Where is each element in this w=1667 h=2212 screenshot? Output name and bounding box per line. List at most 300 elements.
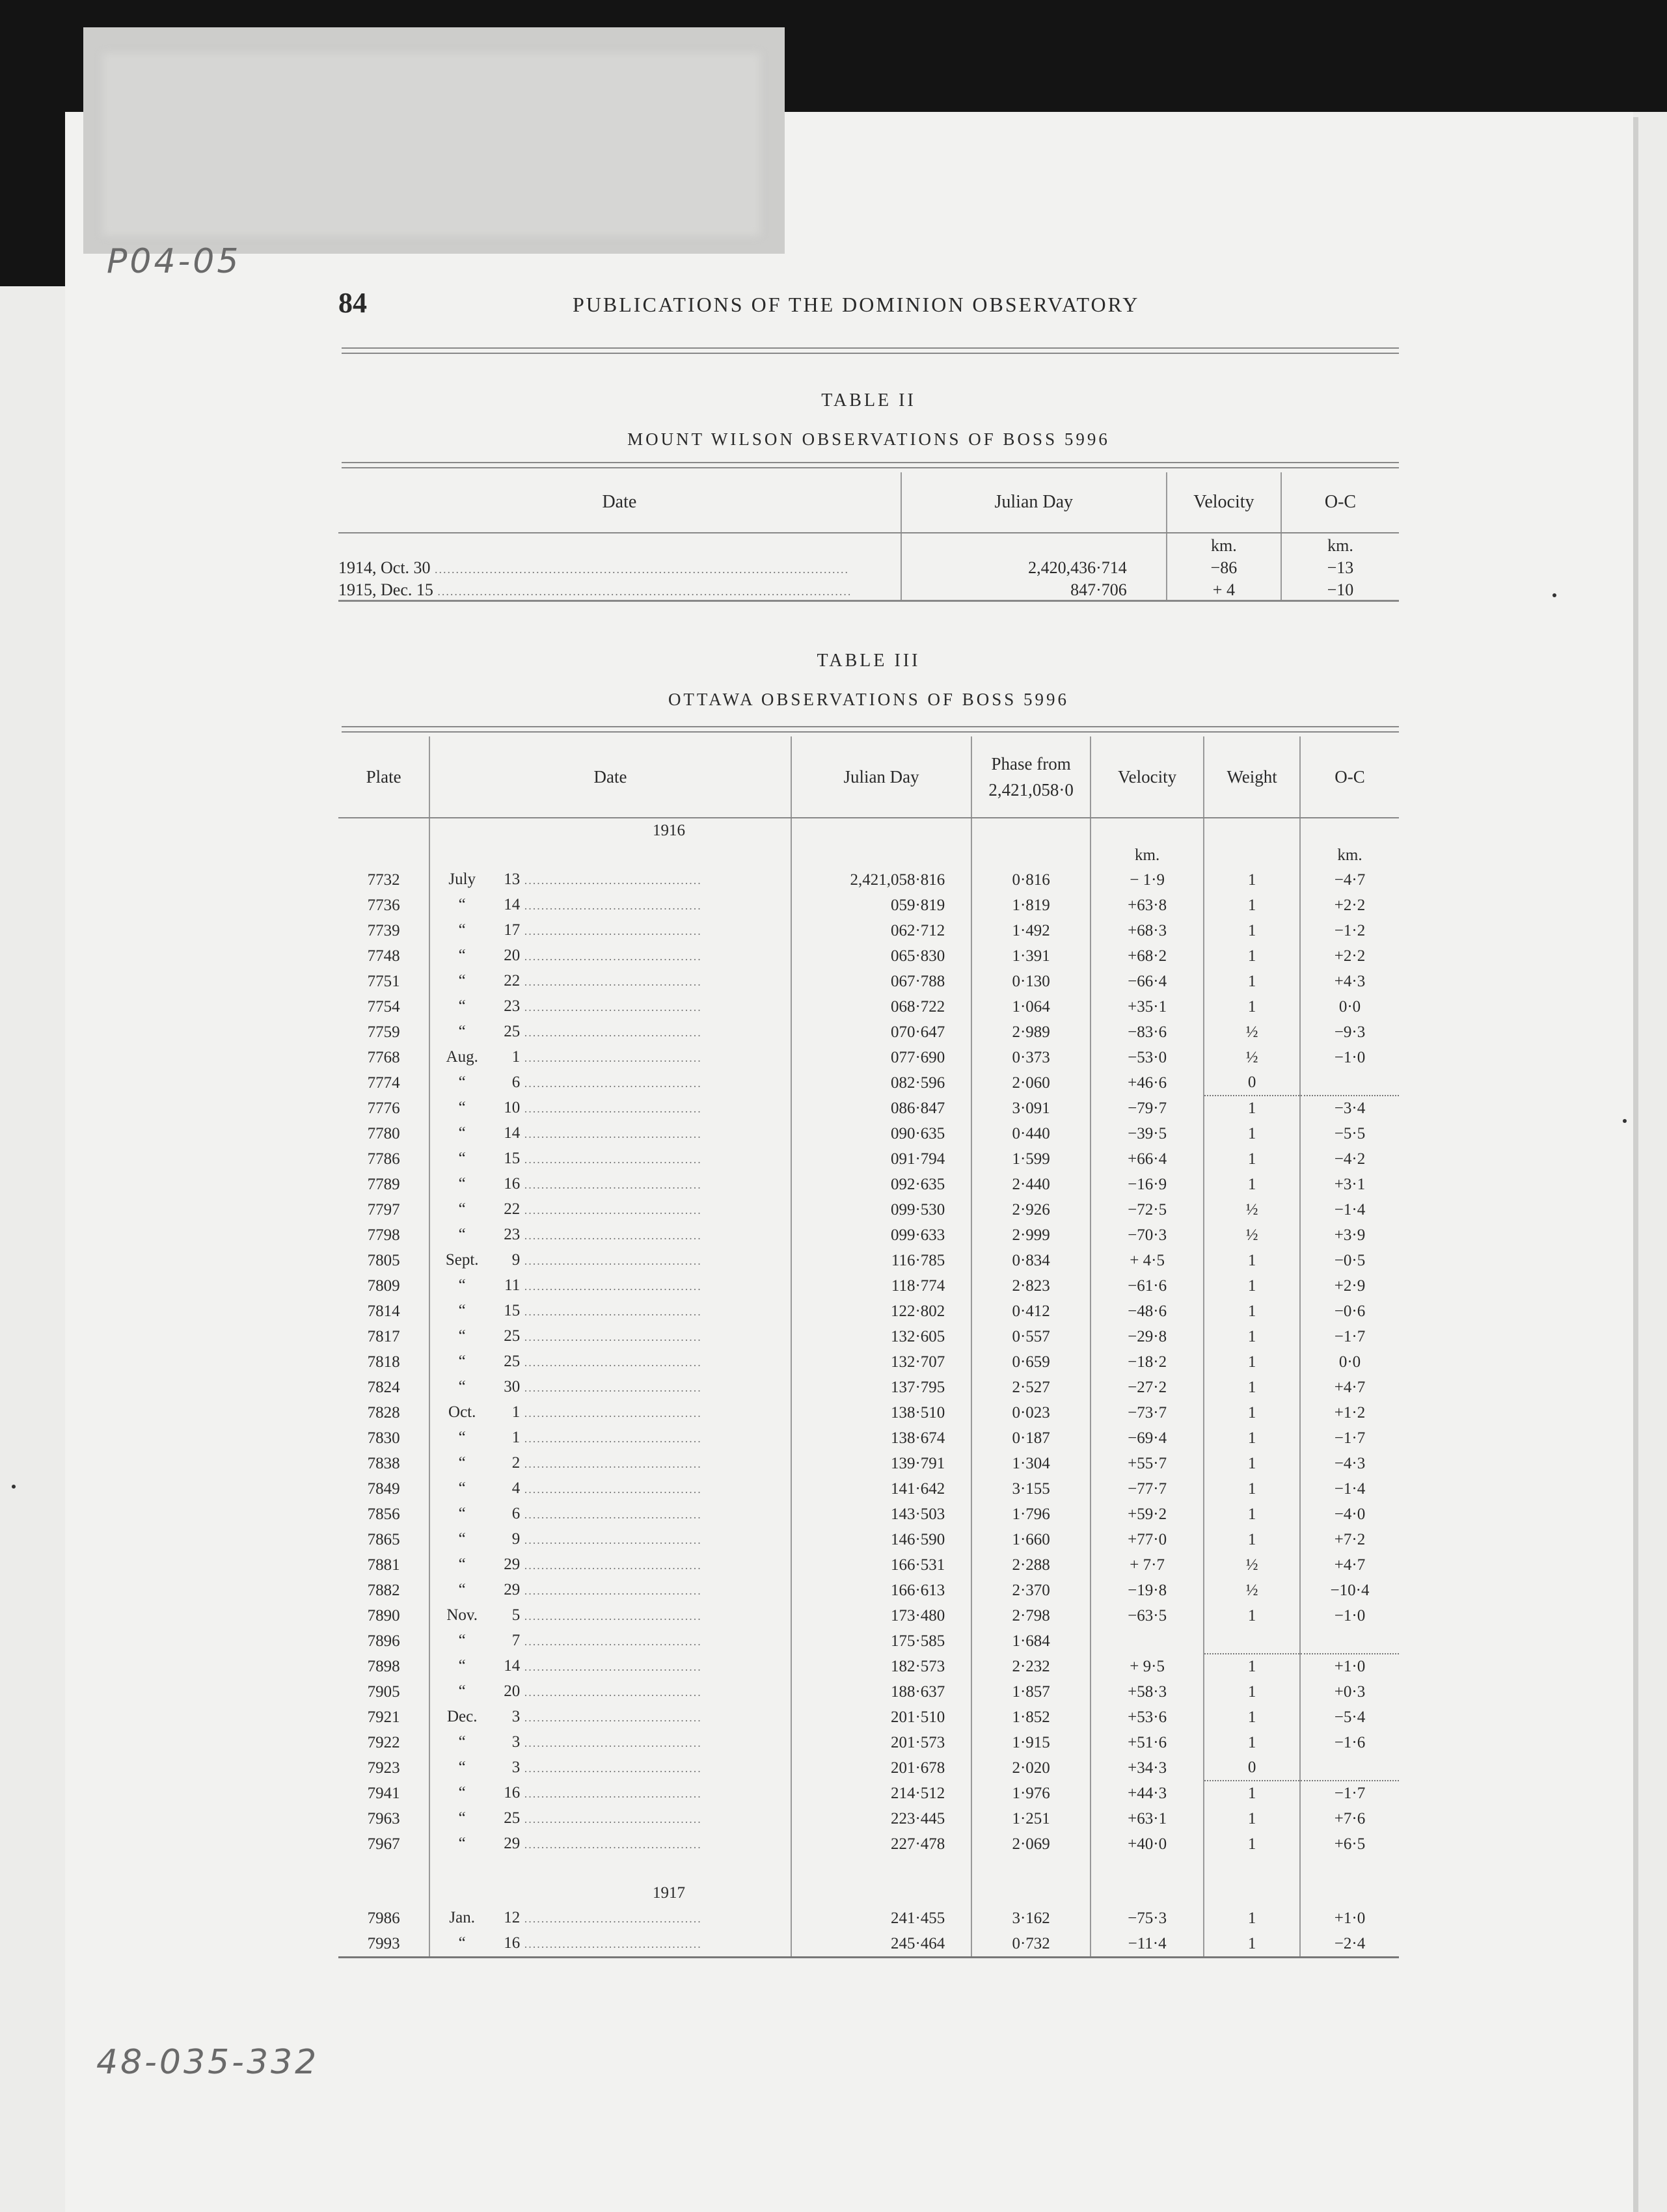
table-row: [338, 1197, 1399, 1222]
t3-weight: 1: [1204, 1400, 1300, 1425]
table-row: [338, 1222, 1399, 1248]
t3-julian-day: 223·445: [791, 1806, 971, 1831]
t3-date-day: 30: [504, 1377, 521, 1396]
t3-oc: −1·4: [1300, 1476, 1399, 1502]
t3-date: [429, 1552, 791, 1578]
t3-weight: ½: [1204, 1552, 1300, 1578]
t3-header-weight: Weight: [1204, 736, 1300, 818]
t3-julian-day: 099·633: [791, 1222, 971, 1248]
t3-velocity: −18·2: [1091, 1349, 1204, 1375]
t3-plate: 7805: [367, 1251, 400, 1269]
t3-phase: 1·492: [971, 918, 1091, 943]
t3-velocity: −11·4: [1091, 1931, 1204, 1958]
t3-phase: 2·020: [971, 1755, 1091, 1781]
t3-date: [429, 1299, 791, 1324]
t3-weight: 1: [1204, 867, 1300, 893]
t3-velocity: −27·2: [1091, 1375, 1204, 1400]
t3-oc: −0·5: [1300, 1248, 1399, 1273]
t3-date-month: Jan.: [449, 1908, 475, 1926]
t3-oc: [1300, 1070, 1399, 1096]
table2-top-rule: [342, 462, 1399, 463]
t3-date: [429, 893, 791, 918]
t3-weight: 1: [1204, 1705, 1300, 1730]
t3-julian-day: 201·573: [791, 1730, 971, 1755]
t3-date-day: 1: [511, 1403, 521, 1421]
t3-date-day: 15: [504, 1301, 521, 1319]
t3-velocity: −19·8: [1091, 1578, 1204, 1603]
page-edge: [1633, 117, 1638, 2212]
t3-phase: 0·130: [971, 969, 1091, 994]
t3-plate: 7882: [367, 1581, 400, 1599]
t3-phase: 0·659: [971, 1349, 1091, 1375]
t3-date-month: Oct.: [448, 1403, 476, 1421]
t3-julian-day: 175·585: [791, 1628, 971, 1654]
t3-julian-day: 065·830: [791, 943, 971, 969]
leader-dots: ..........................................: [520, 1381, 702, 1394]
t3-date-day: 3: [511, 1707, 521, 1725]
t3-date: [429, 1906, 791, 1931]
t3-velocity: −73·7: [1091, 1400, 1204, 1425]
table-row: [338, 1451, 1399, 1476]
t2-date: 1914, Oct. 30: [338, 558, 431, 577]
t3-date: [429, 1197, 791, 1222]
t3-julian-day: 116·785: [791, 1248, 971, 1273]
t3-date: [429, 1019, 791, 1045]
leader-dots: ..........................................: [520, 1304, 702, 1318]
t3-oc: −1·7: [1300, 1425, 1399, 1451]
t3-velocity: +53·6: [1091, 1705, 1204, 1730]
t3-weight: ½: [1204, 1197, 1300, 1222]
table-row: [338, 1628, 1399, 1654]
t3-oc: +0·3: [1300, 1679, 1399, 1705]
t3-header-julian-day: Julian Day: [791, 736, 971, 818]
t3-oc: −2·4: [1300, 1931, 1399, 1958]
t3-year-1916: 1916: [429, 818, 791, 843]
leader-dots: ..........................................: [520, 1761, 702, 1775]
t3-phase: 2·989: [971, 1019, 1091, 1045]
t3-date-day: 25: [504, 1809, 521, 1827]
t3-velocity: −77·7: [1091, 1476, 1204, 1502]
t3-header-phase: [971, 736, 1091, 818]
leader-dots: ..........................................: [520, 1710, 702, 1724]
t3-plate: 7774: [367, 1073, 400, 1092]
t3-phase: 1·684: [971, 1628, 1091, 1654]
t3-plate: 7818: [367, 1353, 400, 1371]
table2: [338, 472, 1399, 602]
t3-plate: 7905: [367, 1682, 400, 1701]
t3-plate: 7865: [367, 1530, 400, 1548]
t3-velocity: −79·7: [1091, 1096, 1204, 1121]
leader-dots: ..........................................: [520, 1000, 702, 1014]
t3-weight: 1: [1204, 1324, 1300, 1349]
leader-dots: ..........................................: [520, 1937, 702, 1950]
t3-oc: −4·3: [1300, 1451, 1399, 1476]
t3-julian-day: 138·510: [791, 1400, 971, 1425]
t3-date-month: “: [458, 997, 466, 1015]
t3-phase: 0·412: [971, 1299, 1091, 1324]
t3-date: [429, 1425, 791, 1451]
t3-date-day: 16: [504, 1934, 521, 1952]
t3-plate: 7798: [367, 1226, 400, 1244]
t3-date: [429, 1273, 791, 1299]
t3-header-plate: Plate: [338, 736, 429, 818]
t3-date: [429, 1349, 791, 1375]
t3-date-month: “: [458, 1124, 466, 1142]
t3-julian-day: 166·613: [791, 1578, 971, 1603]
t3-julian-day: 227·478: [791, 1831, 971, 1857]
t3-velocity: + 9·5: [1091, 1654, 1204, 1679]
t3-velocity: + 4·5: [1091, 1248, 1204, 1273]
t2-velocity: −86: [1167, 556, 1281, 578]
t3-date: [429, 943, 791, 969]
leader-dots: ..........................................: [520, 1076, 702, 1090]
table-row: [338, 1324, 1399, 1349]
t3-plate: 7963: [367, 1809, 400, 1828]
t3-oc: +2·2: [1300, 943, 1399, 969]
t3-date: [429, 1578, 791, 1603]
table-row: [338, 1299, 1399, 1324]
t3-phase: 1·391: [971, 943, 1091, 969]
leader-dots: ..........................................: [520, 924, 702, 937]
t3-weight: ½: [1204, 1019, 1300, 1045]
leader-dots: ..........................................: [520, 1660, 702, 1673]
t3-phase: 2·288: [971, 1552, 1091, 1578]
t3-oc: −4·0: [1300, 1502, 1399, 1527]
table2-top-rule-2: [342, 467, 1399, 468]
t3-oc: +3·9: [1300, 1222, 1399, 1248]
t3-velocity: −83·6: [1091, 1019, 1204, 1045]
table-row: [338, 1552, 1399, 1578]
t3-phase: 1·857: [971, 1679, 1091, 1705]
t3-weight: 1: [1204, 1654, 1300, 1679]
t3-weight: 1: [1204, 943, 1300, 969]
t3-weight: 1: [1204, 1476, 1300, 1502]
table-row: [338, 1096, 1399, 1121]
t2-unit-velocity: km.: [1167, 533, 1281, 556]
table3-top-rule: [342, 726, 1399, 727]
t3-date-day: 23: [504, 997, 521, 1015]
header-rule-2: [342, 353, 1399, 354]
t3-year-1917: 1917: [429, 1881, 791, 1905]
t3-velocity: +51·6: [1091, 1730, 1204, 1755]
t3-date-day: 1: [511, 1428, 521, 1446]
t3-weight: 1: [1204, 1806, 1300, 1831]
t3-phase: 1·599: [971, 1146, 1091, 1172]
t3-julian-day: 166·531: [791, 1552, 971, 1578]
t2-julian-day: 2,420,436·714: [901, 556, 1167, 578]
table3-top-rule-2: [342, 731, 1399, 733]
t3-velocity: +55·7: [1091, 1451, 1204, 1476]
t3-weight: 1: [1204, 1781, 1300, 1806]
t3-date-month: “: [458, 1022, 466, 1040]
table-row: [338, 867, 1399, 893]
page-header: [338, 286, 1399, 325]
t3-plate: 7739: [367, 921, 400, 939]
t3-date: [429, 1502, 791, 1527]
t3-weight: 1: [1204, 1096, 1300, 1121]
t3-velocity: +58·3: [1091, 1679, 1204, 1705]
t3-date: [429, 1248, 791, 1273]
t3-velocity: + 7·7: [1091, 1552, 1204, 1578]
t3-date: [429, 1324, 791, 1349]
leader-dots: ..........................................: [520, 1228, 702, 1242]
t3-weight: 1: [1204, 1121, 1300, 1146]
t3-oc: −1·6: [1300, 1730, 1399, 1755]
leader-dots: ..........................................: [520, 1634, 702, 1648]
t3-julian-day: 137·795: [791, 1375, 971, 1400]
t3-julian-day: 241·455: [791, 1906, 971, 1931]
table-row: [338, 1349, 1399, 1375]
table2-caption: MOUNT WILSON OBSERVATIONS OF BOSS 5996: [627, 429, 1110, 449]
t3-velocity: +34·3: [1091, 1755, 1204, 1781]
t3-oc: [1300, 1755, 1399, 1781]
t3-velocity: +68·3: [1091, 918, 1204, 943]
table-row: 1914, Oct. 30 .................................................................................................. 2,420,436·714 −86 −13: [338, 556, 1399, 578]
t3-phase: 2·440: [971, 1172, 1091, 1197]
t3-velocity: −75·3: [1091, 1906, 1204, 1931]
table-row: [338, 1679, 1399, 1705]
t3-phase: 3·091: [971, 1096, 1091, 1121]
t3-oc: −10·4: [1300, 1578, 1399, 1603]
leader-dots: ..........................................: [520, 1507, 702, 1521]
scan-speck: [1552, 593, 1556, 597]
t3-julian-day: 077·690: [791, 1045, 971, 1070]
t3-date-day: 5: [511, 1606, 521, 1624]
t3-oc: −1·2: [1300, 918, 1399, 943]
t3-plate: 7786: [367, 1150, 400, 1168]
t2-header-julian-day: Julian Day: [901, 472, 1167, 533]
t3-velocity: −53·0: [1091, 1045, 1204, 1070]
t3-oc: −1·0: [1300, 1603, 1399, 1628]
t3-date: [429, 1755, 791, 1781]
t3-oc: [1300, 1628, 1399, 1654]
t3-oc: −3·4: [1300, 1096, 1399, 1121]
t2-header-date: Date: [338, 472, 901, 533]
t3-weight: 1: [1204, 1603, 1300, 1628]
table-row: [338, 1578, 1399, 1603]
t3-date-day: 12: [504, 1908, 521, 1926]
t3-oc: +3·1: [1300, 1172, 1399, 1197]
t3-julian-day: 138·674: [791, 1425, 971, 1451]
leader-dots: ..........................................: [520, 1406, 702, 1420]
t3-date-month: “: [458, 1783, 466, 1801]
t3-julian-day: 139·791: [791, 1451, 971, 1476]
t3-oc: +2·2: [1300, 893, 1399, 918]
t3-velocity: −72·5: [1091, 1197, 1204, 1222]
table-row: [338, 1045, 1399, 1070]
t3-date-day: 25: [504, 1327, 521, 1345]
t3-phase: 0·732: [971, 1931, 1091, 1958]
t3-julian-day: 122·802: [791, 1299, 971, 1324]
t3-date-month: “: [458, 1428, 466, 1446]
leader-dots: ..........................................: [520, 1787, 702, 1800]
t3-velocity: +66·4: [1091, 1146, 1204, 1172]
t3-header-date: Date: [429, 736, 791, 818]
t3-date-day: 16: [504, 1783, 521, 1801]
t3-julian-day: 068·722: [791, 994, 971, 1019]
t3-date: [429, 918, 791, 943]
t3-velocity: +59·2: [1091, 1502, 1204, 1527]
t3-date-month: “: [458, 1174, 466, 1193]
t3-date-month: “: [458, 1200, 466, 1218]
t3-date-day: 15: [504, 1149, 521, 1167]
t3-date-month: “: [458, 1453, 466, 1472]
t3-date-day: 10: [504, 1098, 521, 1116]
t3-oc: −1·7: [1300, 1324, 1399, 1349]
t2-unit-oc: km.: [1281, 533, 1399, 556]
t3-date-month: “: [458, 1504, 466, 1522]
t3-oc: −1·0: [1300, 1045, 1399, 1070]
t3-date-month: Sept.: [445, 1250, 479, 1269]
leader-dots: ..........................................: [520, 949, 702, 963]
t3-plate: 7849: [367, 1479, 400, 1498]
table-row: [338, 1172, 1399, 1197]
t3-oc: +1·0: [1300, 1654, 1399, 1679]
t3-weight: 1: [1204, 1502, 1300, 1527]
t3-date: [429, 969, 791, 994]
t3-date-day: 6: [511, 1504, 521, 1522]
t3-date: [429, 1603, 791, 1628]
t3-velocity: −69·4: [1091, 1425, 1204, 1451]
t3-velocity: −39·5: [1091, 1121, 1204, 1146]
t3-plate: 7890: [367, 1606, 400, 1625]
leader-dots: ..........................................: [520, 1558, 702, 1572]
table-row: [338, 1730, 1399, 1755]
t3-header-velocity: Velocity: [1091, 736, 1204, 818]
t3-date-day: 3: [511, 1733, 521, 1751]
t3-oc: −9·3: [1300, 1019, 1399, 1045]
table2-label: TABLE II: [821, 390, 916, 411]
t3-oc: +4·7: [1300, 1375, 1399, 1400]
t3-date-month: “: [458, 1809, 466, 1827]
table-row: [338, 994, 1399, 1019]
t3-weight: ½: [1204, 1578, 1300, 1603]
leader-dots: ..........................................: [520, 1355, 702, 1369]
t3-date-month: “: [458, 1656, 466, 1675]
t3-plate: 7817: [367, 1327, 400, 1345]
t3-date-day: 13: [504, 870, 521, 888]
t3-julian-day: 092·635: [791, 1172, 971, 1197]
t3-oc: +7·6: [1300, 1806, 1399, 1831]
t3-oc: +2·9: [1300, 1273, 1399, 1299]
t3-date: [429, 994, 791, 1019]
t3-velocity: +35·1: [1091, 994, 1204, 1019]
t3-date-day: 20: [504, 1682, 521, 1700]
t3-date-month: “: [458, 1834, 466, 1852]
t3-oc: +4·7: [1300, 1552, 1399, 1578]
t3-weight: 1: [1204, 1375, 1300, 1400]
t3-weight: 0: [1204, 1755, 1300, 1781]
t3-date-day: 1: [511, 1047, 521, 1066]
running-title: PUBLICATIONS OF THE DOMINION OBSERVATORY: [573, 293, 1140, 316]
table-row: [338, 1248, 1399, 1273]
t3-weight: 1: [1204, 994, 1300, 1019]
t3-date-month: Dec.: [446, 1707, 478, 1725]
t3-velocity: −70·3: [1091, 1222, 1204, 1248]
t3-date-month: Aug.: [446, 1047, 478, 1066]
t3-plate: 7922: [367, 1733, 400, 1751]
t3-velocity: − 1·9: [1091, 867, 1204, 893]
t3-date: [429, 1527, 791, 1552]
table-row: [338, 1019, 1399, 1045]
t3-julian-day: 245·464: [791, 1931, 971, 1958]
t3-phase: 0·557: [971, 1324, 1091, 1349]
t3-date: [429, 1781, 791, 1806]
t3-weight: 1: [1204, 1906, 1300, 1931]
attached-paper-slip: [83, 27, 785, 254]
t3-julian-day: 086·847: [791, 1096, 971, 1121]
t3-date-day: 29: [504, 1555, 521, 1573]
t3-phase: 3·155: [971, 1476, 1091, 1502]
t3-date-day: 22: [504, 971, 521, 990]
t3-date-month: “: [458, 1555, 466, 1573]
table-row: [338, 969, 1399, 994]
table-row: [338, 1425, 1399, 1451]
t3-date: [429, 867, 791, 893]
t3-date: [429, 1476, 791, 1502]
table-row: [338, 1527, 1399, 1552]
t3-date: [429, 1146, 791, 1172]
t3-phase: 0·816: [971, 867, 1091, 893]
page-number: 84: [338, 287, 367, 319]
t3-plate: 7732: [367, 870, 400, 889]
t3-date-day: 29: [504, 1580, 521, 1598]
t3-julian-day: 082·596: [791, 1070, 971, 1096]
t3-oc: −5·5: [1300, 1121, 1399, 1146]
t3-plate: 7986: [367, 1909, 400, 1927]
t3-phase: 0·440: [971, 1121, 1091, 1146]
leader-dots: ..........................................: [520, 1685, 702, 1699]
leader-dots: ..........................................: [520, 1533, 702, 1546]
t3-oc: +1·2: [1300, 1400, 1399, 1425]
table-row: [338, 1831, 1399, 1857]
t3-date-month: “: [458, 1327, 466, 1345]
t3-julian-day: 201·678: [791, 1755, 971, 1781]
t3-date-month: “: [458, 895, 466, 913]
t3-date-day: 16: [504, 1174, 521, 1193]
t3-weight: 1: [1204, 1248, 1300, 1273]
t3-julian-day: 201·510: [791, 1705, 971, 1730]
leader-dots: ..........................................: [520, 1254, 702, 1267]
t3-phase: 1·976: [971, 1781, 1091, 1806]
t3-plate: 7830: [367, 1429, 400, 1447]
t3-phase: 1·852: [971, 1705, 1091, 1730]
t3-date: [429, 1096, 791, 1121]
t3-date-month: July: [448, 870, 476, 888]
t2-header-oc: O-C: [1281, 472, 1399, 533]
t3-date-month: “: [458, 921, 466, 939]
t3-weight: 1: [1204, 1451, 1300, 1476]
t3-velocity: −66·4: [1091, 969, 1204, 994]
leader-dots: ..........................................: [520, 1101, 702, 1115]
t3-phase: 1·660: [971, 1527, 1091, 1552]
t3-phase: 2·370: [971, 1578, 1091, 1603]
table-row: [338, 1070, 1399, 1096]
t3-plate: 7797: [367, 1200, 400, 1219]
t3-plate: 7759: [367, 1023, 400, 1041]
table-row: [338, 1502, 1399, 1527]
t3-plate: 7789: [367, 1175, 400, 1193]
t3-julian-day: 141·642: [791, 1476, 971, 1502]
t3-oc: +4·3: [1300, 969, 1399, 994]
leader-dots: ..........................................: [520, 1152, 702, 1166]
t3-plate: 7898: [367, 1657, 400, 1675]
leader-dots: ..........................................: [520, 1178, 702, 1191]
t3-oc: −1·7: [1300, 1781, 1399, 1806]
table-row: [338, 943, 1399, 969]
t3-date: [429, 1222, 791, 1248]
t3-weight: 1: [1204, 1831, 1300, 1857]
